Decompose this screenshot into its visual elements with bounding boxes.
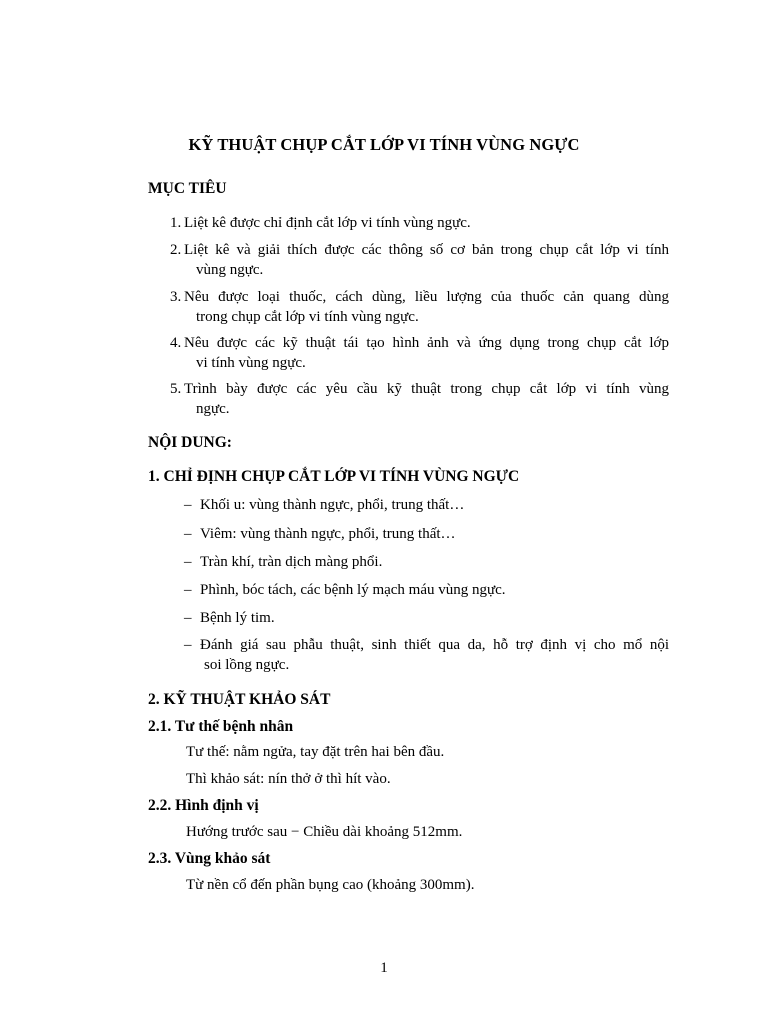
objective-item-3 bbox=[148, 287, 669, 327]
objective-number: 4. bbox=[170, 335, 182, 351]
dash-bullet: – bbox=[184, 610, 192, 626]
objective-text-continued: trong chụp cắt lớp vi tính vùng ngực. bbox=[196, 309, 419, 325]
scout-image-text: Hướng trước sau − Chiều dài khoảng 512mm. bbox=[186, 824, 463, 840]
subsection-2-1-heading: 2.1. Tư thế bệnh nhân bbox=[148, 718, 294, 735]
dash-bullet: – bbox=[184, 637, 192, 653]
objective-number: 2. bbox=[170, 242, 182, 258]
patient-position-text: Tư thế: nằm ngửa, tay đặt trên hai bên đầu. bbox=[186, 744, 445, 760]
objective-item-4 bbox=[148, 333, 669, 373]
subsection-2-3-heading: 2.3. Vùng khảo sát bbox=[148, 850, 271, 867]
indication-text-continued: soi lồng ngực. bbox=[204, 657, 290, 673]
objective-text: Liệt kê và giải thích được các thông số cơ bản trong chụp cắt lớp vi tính bbox=[184, 242, 669, 258]
objective-item-1 bbox=[148, 213, 669, 233]
objective-text-continued: vi tính vùng ngực. bbox=[196, 355, 306, 371]
dash-bullet: – bbox=[184, 497, 192, 513]
indication-item bbox=[184, 580, 669, 600]
dash-bullet: – bbox=[184, 554, 192, 570]
objective-text-continued: vùng ngực. bbox=[196, 262, 264, 278]
indication-text: Viêm: vùng thành ngực, phổi, trung thất… bbox=[200, 526, 456, 542]
indication-text: Khối u: vùng thành ngực, phổi, trung thất… bbox=[200, 497, 465, 513]
indication-text: Đánh giá sau phẫu thuật, sinh thiết qua da, hỗ trợ định vị cho mổ nội bbox=[200, 637, 669, 653]
objective-text: Nêu được loại thuốc, cách dùng, liều lượng của thuốc cản quang dùng bbox=[184, 289, 669, 305]
subsection-2-2-heading: 2.2. Hình định vị bbox=[148, 797, 259, 814]
objective-text-continued: ngực. bbox=[196, 401, 230, 417]
objective-text: Nêu được các kỹ thuật tái tạo hình ảnh và ứng dụng trong chụp cắt lớp bbox=[184, 335, 669, 351]
objective-number: 1. bbox=[170, 215, 182, 231]
objective-text: Liệt kê được chỉ định cắt lớp vi tính vùng ngực. bbox=[184, 215, 471, 231]
indication-item bbox=[184, 608, 669, 628]
breathing-phase-text: Thì khảo sát: nín thở ở thì hít vào. bbox=[186, 771, 391, 787]
indication-text: Tràn khí, tràn dịch màng phổi. bbox=[200, 554, 383, 570]
objective-number: 3. bbox=[170, 289, 182, 305]
indication-text: Bệnh lý tim. bbox=[200, 610, 275, 626]
indication-item bbox=[184, 495, 669, 515]
objective-item-2 bbox=[148, 240, 669, 280]
document-title: KỸ THUẬT CHỤP CẮT LỚP VI TÍNH VÙNG NGỰC bbox=[188, 135, 580, 154]
indication-text: Phình, bóc tách, các bệnh lý mạch máu vùng ngực. bbox=[200, 582, 506, 598]
objective-item-5 bbox=[148, 379, 669, 419]
section-2-heading: 2. KỸ THUẬT KHẢO SÁT bbox=[148, 691, 331, 708]
indication-item bbox=[184, 524, 669, 544]
page-number: 1 bbox=[380, 960, 388, 976]
section-1-heading: 1. CHỈ ĐỊNH CHỤP CẮT LỚP VI TÍNH VÙNG NGỰC bbox=[148, 468, 520, 485]
content-heading: NỘI DUNG: bbox=[148, 434, 232, 451]
objective-text: Trình bày được các yêu cầu kỹ thuật trong chụp cắt lớp vi tính vùng bbox=[184, 381, 669, 397]
indication-item bbox=[184, 552, 669, 572]
objectives-heading: MỤC TIÊU bbox=[148, 180, 227, 197]
objective-number: 5. bbox=[170, 381, 182, 397]
scan-range-text: Từ nền cổ đến phần bụng cao (khoảng 300mm). bbox=[186, 877, 475, 893]
dash-bullet: – bbox=[184, 526, 192, 542]
indication-item bbox=[184, 635, 669, 675]
dash-bullet: – bbox=[184, 582, 192, 598]
